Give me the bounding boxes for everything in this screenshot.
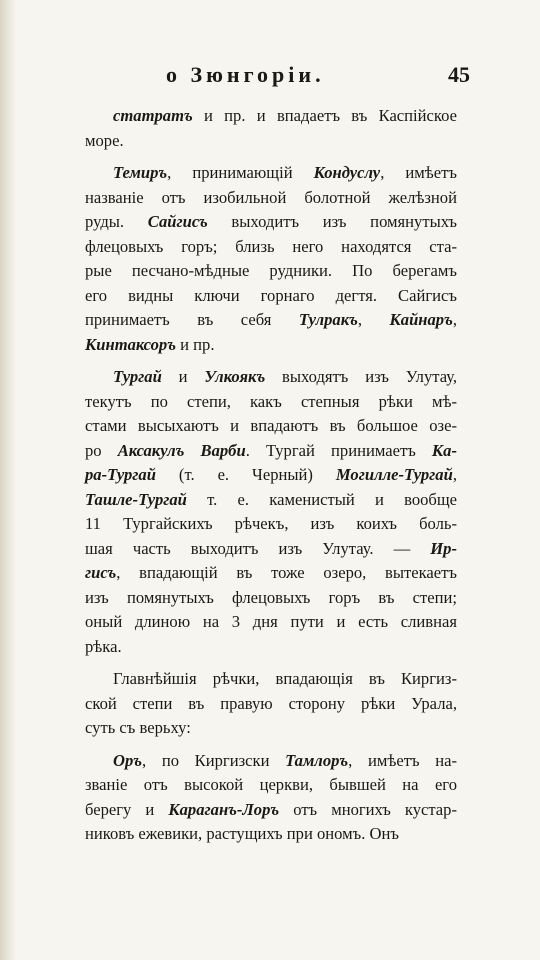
text-line [85,210,457,235]
italic-run: Ир- [430,538,457,558]
text-run: названіе отъ изобильной болотной желѣзной [85,187,457,207]
text-run: и пр. [175,334,215,354]
text-run: т. е. каменистый и вообще [186,489,457,509]
text-line [85,259,457,284]
text-line [85,235,457,260]
text-run: никовъ ежевики, растущихъ при ономъ. Онъ [85,824,399,843]
text-line [85,822,457,847]
italic-run: гисъ [85,563,117,582]
text-line [85,365,457,390]
text-run: , принимающій [167,163,314,182]
paragraph [85,161,457,357]
italic-run: Темиръ [113,163,168,182]
text-run: принимаетъ въ себя [85,310,299,329]
italic-run: Могилле-Тургай [335,465,453,484]
text-run: званіе отъ высокой церкви, бывшей на его [85,775,457,794]
italic-run: статратъ [113,106,193,125]
text-run: , по Киргизски [142,750,286,770]
italic-run: Ка- [431,440,457,460]
text-run: выходитъ изъ помянутыхъ [207,212,458,231]
paragraph [85,365,457,659]
text-run: берегу и [85,799,169,819]
text-line [85,667,457,692]
text-line [85,635,457,660]
text-line [85,129,457,154]
text-line [85,488,457,513]
italic-run: Кондуслу [313,163,381,182]
text-run: рѣка. [85,636,122,656]
text-line [85,512,457,537]
italic-run: Оръ [113,750,143,770]
text-line [85,186,457,211]
text-line [85,161,457,186]
italic-run: Сайгисъ [147,212,208,231]
text-run: (т. е. Черный) [155,465,336,484]
spine-shadow [0,0,16,960]
text-run: 11 Тургайскихъ рѣчекъ, изъ коихъ боль- [85,514,457,533]
paragraph [85,104,457,153]
text-run: руды. [85,212,148,231]
text-run: его видны ключи горнаго дегтя. Сайгисъ [85,285,457,305]
text-line [85,333,457,358]
text-run: отъ многихъ кустар- [279,799,457,819]
text-line [85,390,457,415]
text-line [85,586,457,611]
text-line [85,463,457,488]
italic-run: ра-Тургай [85,465,156,484]
text-run: , [452,465,457,484]
italic-run: Кинтаксоръ [85,334,176,354]
text-line [85,610,457,635]
text-line [85,284,457,309]
text-line [85,561,457,586]
text-run: и пр. и впадаетъ въ Каспійское [192,106,457,125]
text-run: стами высыхаютъ и впадаютъ въ большое озе- [85,416,457,435]
running-head: о Зюнгоріи. [166,62,325,87]
text-run: , имѣетъ [380,163,457,182]
text-line [85,104,457,129]
italic-run: Кайнаръ [389,310,453,329]
italic-run: Тургай [113,367,162,386]
italic-run: Ташле-Тургай [85,489,187,509]
text-line [85,537,457,562]
text-run: оный длиною на 3 дня пути и есть сливная [85,612,457,631]
text-run: изъ помянутыхъ флецовыхъ горъ въ степи; [85,587,457,607]
page-header [150,62,470,94]
text-run: текутъ по степи, какъ степныя рѣки мѣ- [85,391,457,411]
text-run: рые песчано-мѣдные рудники. По берегамъ [85,261,457,280]
text-run: . Тургай принимаетъ [245,440,432,460]
text-run: ро [85,440,118,460]
text-run: выходятъ изъ Улутау, [265,367,457,386]
italic-run: Аксакулъ Варби [117,440,246,460]
italic-run: Тулракъ [298,310,358,329]
paragraph [85,749,457,847]
text-line [85,692,457,717]
text-run: , [452,310,458,329]
paragraph [85,667,457,741]
italic-run: Улкоякъ [204,367,266,386]
text-run: море. [85,130,124,150]
body-text [85,104,457,855]
text-line [85,439,457,464]
text-line [85,773,457,798]
text-line [85,716,457,741]
text-run: и [161,367,205,386]
text-line [85,308,457,333]
page-number: 45 [448,62,470,87]
text-run: Главнѣйшія рѣчки, впадающія въ Киргиз- [113,669,457,688]
text-line [85,798,457,823]
text-run: флецовыхъ горъ; близь него находятся ста- [85,236,457,256]
text-line [85,749,457,774]
italic-run: Караганъ-Лоръ [168,799,280,819]
italic-run: Тамлоръ [285,750,349,770]
text-run: , [357,310,390,329]
text-line [85,414,457,439]
text-run: , имѣетъ на- [348,750,457,770]
text-run: ской степи въ правую сторону рѣки Урала, [85,693,457,713]
text-run: , впадающій въ тоже озеро, вытекаетъ [116,563,457,582]
text-run: суть съ верьху: [85,718,191,737]
text-run: шая часть выходитъ изъ Улутау. — [85,538,431,558]
